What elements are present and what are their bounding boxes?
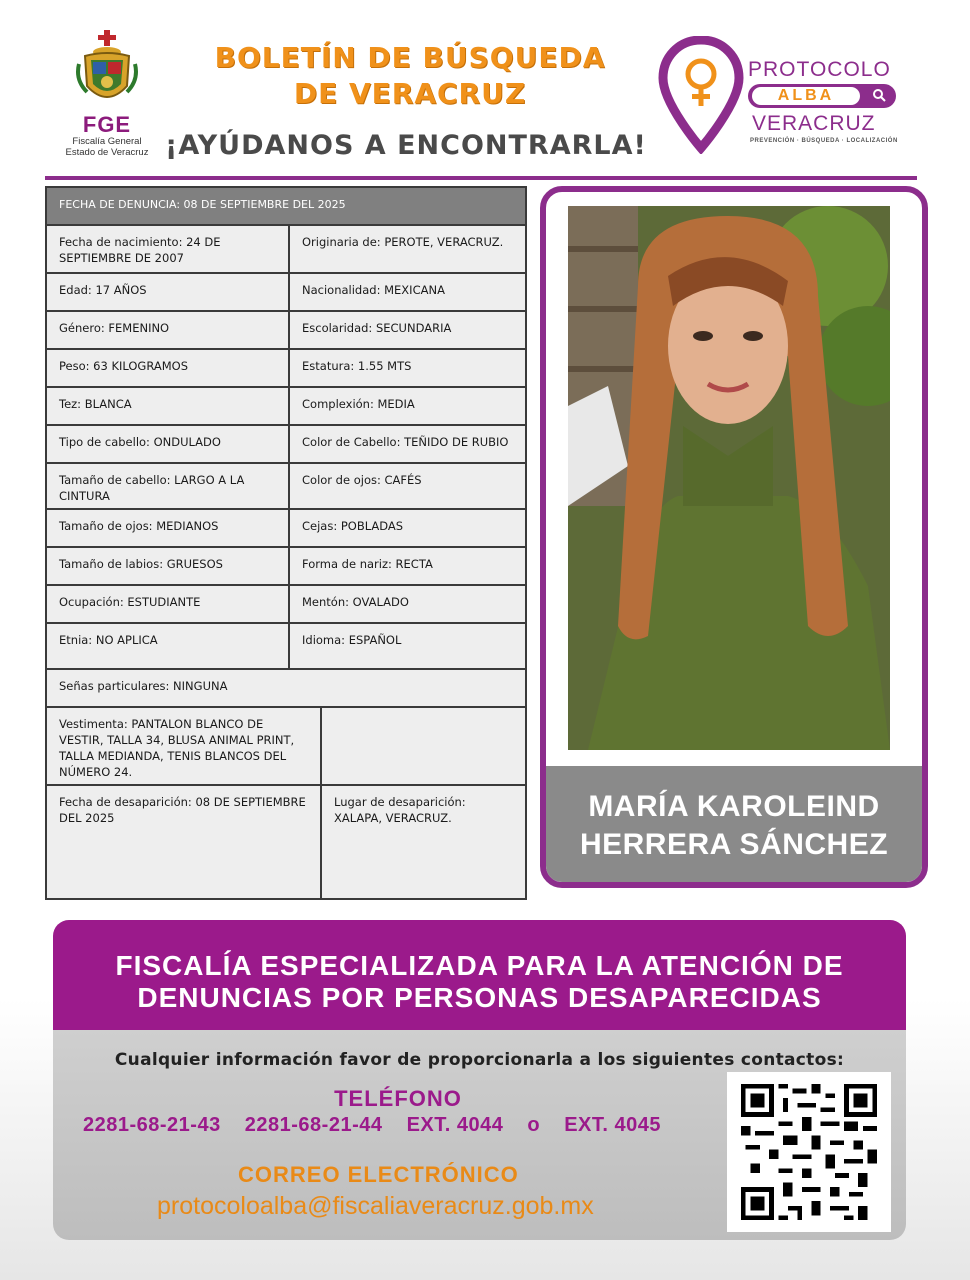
alba-label: ALBA xyxy=(752,87,860,105)
alba-pill xyxy=(748,84,896,108)
person-name-box xyxy=(546,766,922,888)
fiscalia-banner xyxy=(53,920,906,1030)
ethnicity: Etnia: NO APLICA xyxy=(47,624,290,670)
portrait-photo-icon xyxy=(568,206,890,750)
person-name-line-2: HERRERA SÁNCHEZ xyxy=(579,828,889,861)
empty-cell xyxy=(322,708,525,786)
email-label: CORREO ELECTRÓNICO xyxy=(238,1162,519,1187)
gender: Género: FEMENINO xyxy=(47,312,290,350)
report-date: FECHA DE DENUNCIA: 08 DE SEPTIEMBRE DEL 2025 xyxy=(47,188,525,226)
disappearance-date: Fecha de desaparición: 08 DE SEPTIEMBRE DEL 2025 xyxy=(47,786,322,898)
distinguishing-marks: Señas particulares: NINGUNA xyxy=(47,670,525,708)
contact-section xyxy=(53,1030,906,1240)
header-divider xyxy=(45,176,917,180)
phone-numbers xyxy=(83,1114,679,1137)
search-icon xyxy=(872,88,886,102)
person-photo xyxy=(568,206,890,750)
person-name-line-1: MARÍA KAROLEIND xyxy=(588,790,880,823)
contact-intro: Cualquier información favor de proporcionarla a los siguientes contactos: xyxy=(114,1050,845,1070)
lip-size: Tamaño de labios: GRUESOS xyxy=(47,548,290,586)
phone-or: o xyxy=(527,1114,541,1136)
language: Idioma: ESPAÑOL xyxy=(290,624,525,670)
hair-type: Tipo de cabello: ONDULADO xyxy=(47,426,290,464)
fge-logo xyxy=(52,30,162,158)
veracruz-crest-icon xyxy=(75,30,139,110)
qr-code-icon xyxy=(741,1082,877,1222)
age: Edad: 17 AÑOS xyxy=(47,274,290,312)
photo-card xyxy=(540,186,928,888)
fge-logo-text: FGE xyxy=(82,112,132,137)
fiscalia-line-1: FISCALÍA ESPECIALIZADA PARA LA ATENCIÓN DE xyxy=(115,950,844,981)
phone-extension-1: EXT. 4044 xyxy=(406,1114,504,1136)
alba-tagline: PREVENCIÓN · BÚSQUEDA · LOCALIZACIÓN xyxy=(750,138,898,144)
schooling: Escolaridad: SECUNDARIA xyxy=(290,312,525,350)
person-data-table xyxy=(45,186,527,900)
fge-subtitle-1: Fiscalía General xyxy=(72,136,142,147)
birth-date: Fecha de nacimiento: 24 DE SEPTIEMBRE DE 2007 xyxy=(47,226,290,274)
location-pin-icon xyxy=(658,36,744,154)
chin: Mentón: OVALADO xyxy=(290,586,525,624)
phone-extension-2: EXT. 4045 xyxy=(564,1114,661,1136)
phone-number-1[interactable]: 2281-68-21-43 xyxy=(83,1114,221,1136)
eyebrows: Cejas: POBLADAS xyxy=(290,510,525,548)
build: Complexión: MEDIA xyxy=(290,388,525,426)
weight: Peso: 63 KILOGRAMOS xyxy=(47,350,290,388)
occupation: Ocupación: ESTUDIANTE xyxy=(47,586,290,624)
bulletin-title xyxy=(150,40,670,112)
phone-label: TELÉFONO xyxy=(334,1086,462,1111)
qr-code[interactable] xyxy=(727,1072,891,1232)
height: Estatura: 1.55 MTS xyxy=(290,350,525,388)
alba-protocolo-label: PROTOCOLO xyxy=(748,58,891,81)
bulletin-header xyxy=(0,0,970,180)
nationality: Nacionalidad: MEXICANA xyxy=(290,274,525,312)
hair-length: Tamaño de cabello: LARGO A LA CINTURA xyxy=(47,464,290,510)
skin-tone: Tez: BLANCA xyxy=(47,388,290,426)
phone-number-2[interactable]: 2281-68-21-44 xyxy=(244,1114,383,1136)
eye-size: Tamaño de ojos: MEDIANOS xyxy=(47,510,290,548)
protocolo-alba-logo xyxy=(658,36,908,156)
nose-shape: Forma de nariz: RECTA xyxy=(290,548,525,586)
help-find-heading: ¡AYÚDANOS A ENCONTRARLA! xyxy=(165,130,647,161)
eye-color: Color de ojos: CAFÉS xyxy=(290,464,525,510)
title-line-1: BOLETÍN DE BÚSQUEDA xyxy=(214,41,606,74)
hair-color: Color de Cabello: TEÑIDO DE RUBIO xyxy=(290,426,525,464)
title-line-2: DE VERACRUZ xyxy=(293,77,527,110)
alba-veracruz-label: VERACRUZ xyxy=(752,112,876,135)
fiscalia-line-2: DENUNCIAS POR PERSONAS DESAPARECIDAS xyxy=(137,982,822,1013)
fge-subtitle-2: Estado de Veracruz xyxy=(65,147,149,158)
origin: Originaria de: PEROTE, VERACRUZ. xyxy=(290,226,525,274)
email-link[interactable]: protocoloalba@fiscaliaveracruz.gob.mx xyxy=(157,1192,594,1220)
disappearance-place: Lugar de desaparición: XALAPA, VERACRUZ. xyxy=(322,786,525,898)
clothing: Vestimenta: PANTALON BLANCO DE VESTIR, TALLA 34, BLUSA ANIMAL PRINT, TALLA MEDIANDA, TENIS BLANCOS DEL NÚMERO 24. xyxy=(47,708,322,786)
